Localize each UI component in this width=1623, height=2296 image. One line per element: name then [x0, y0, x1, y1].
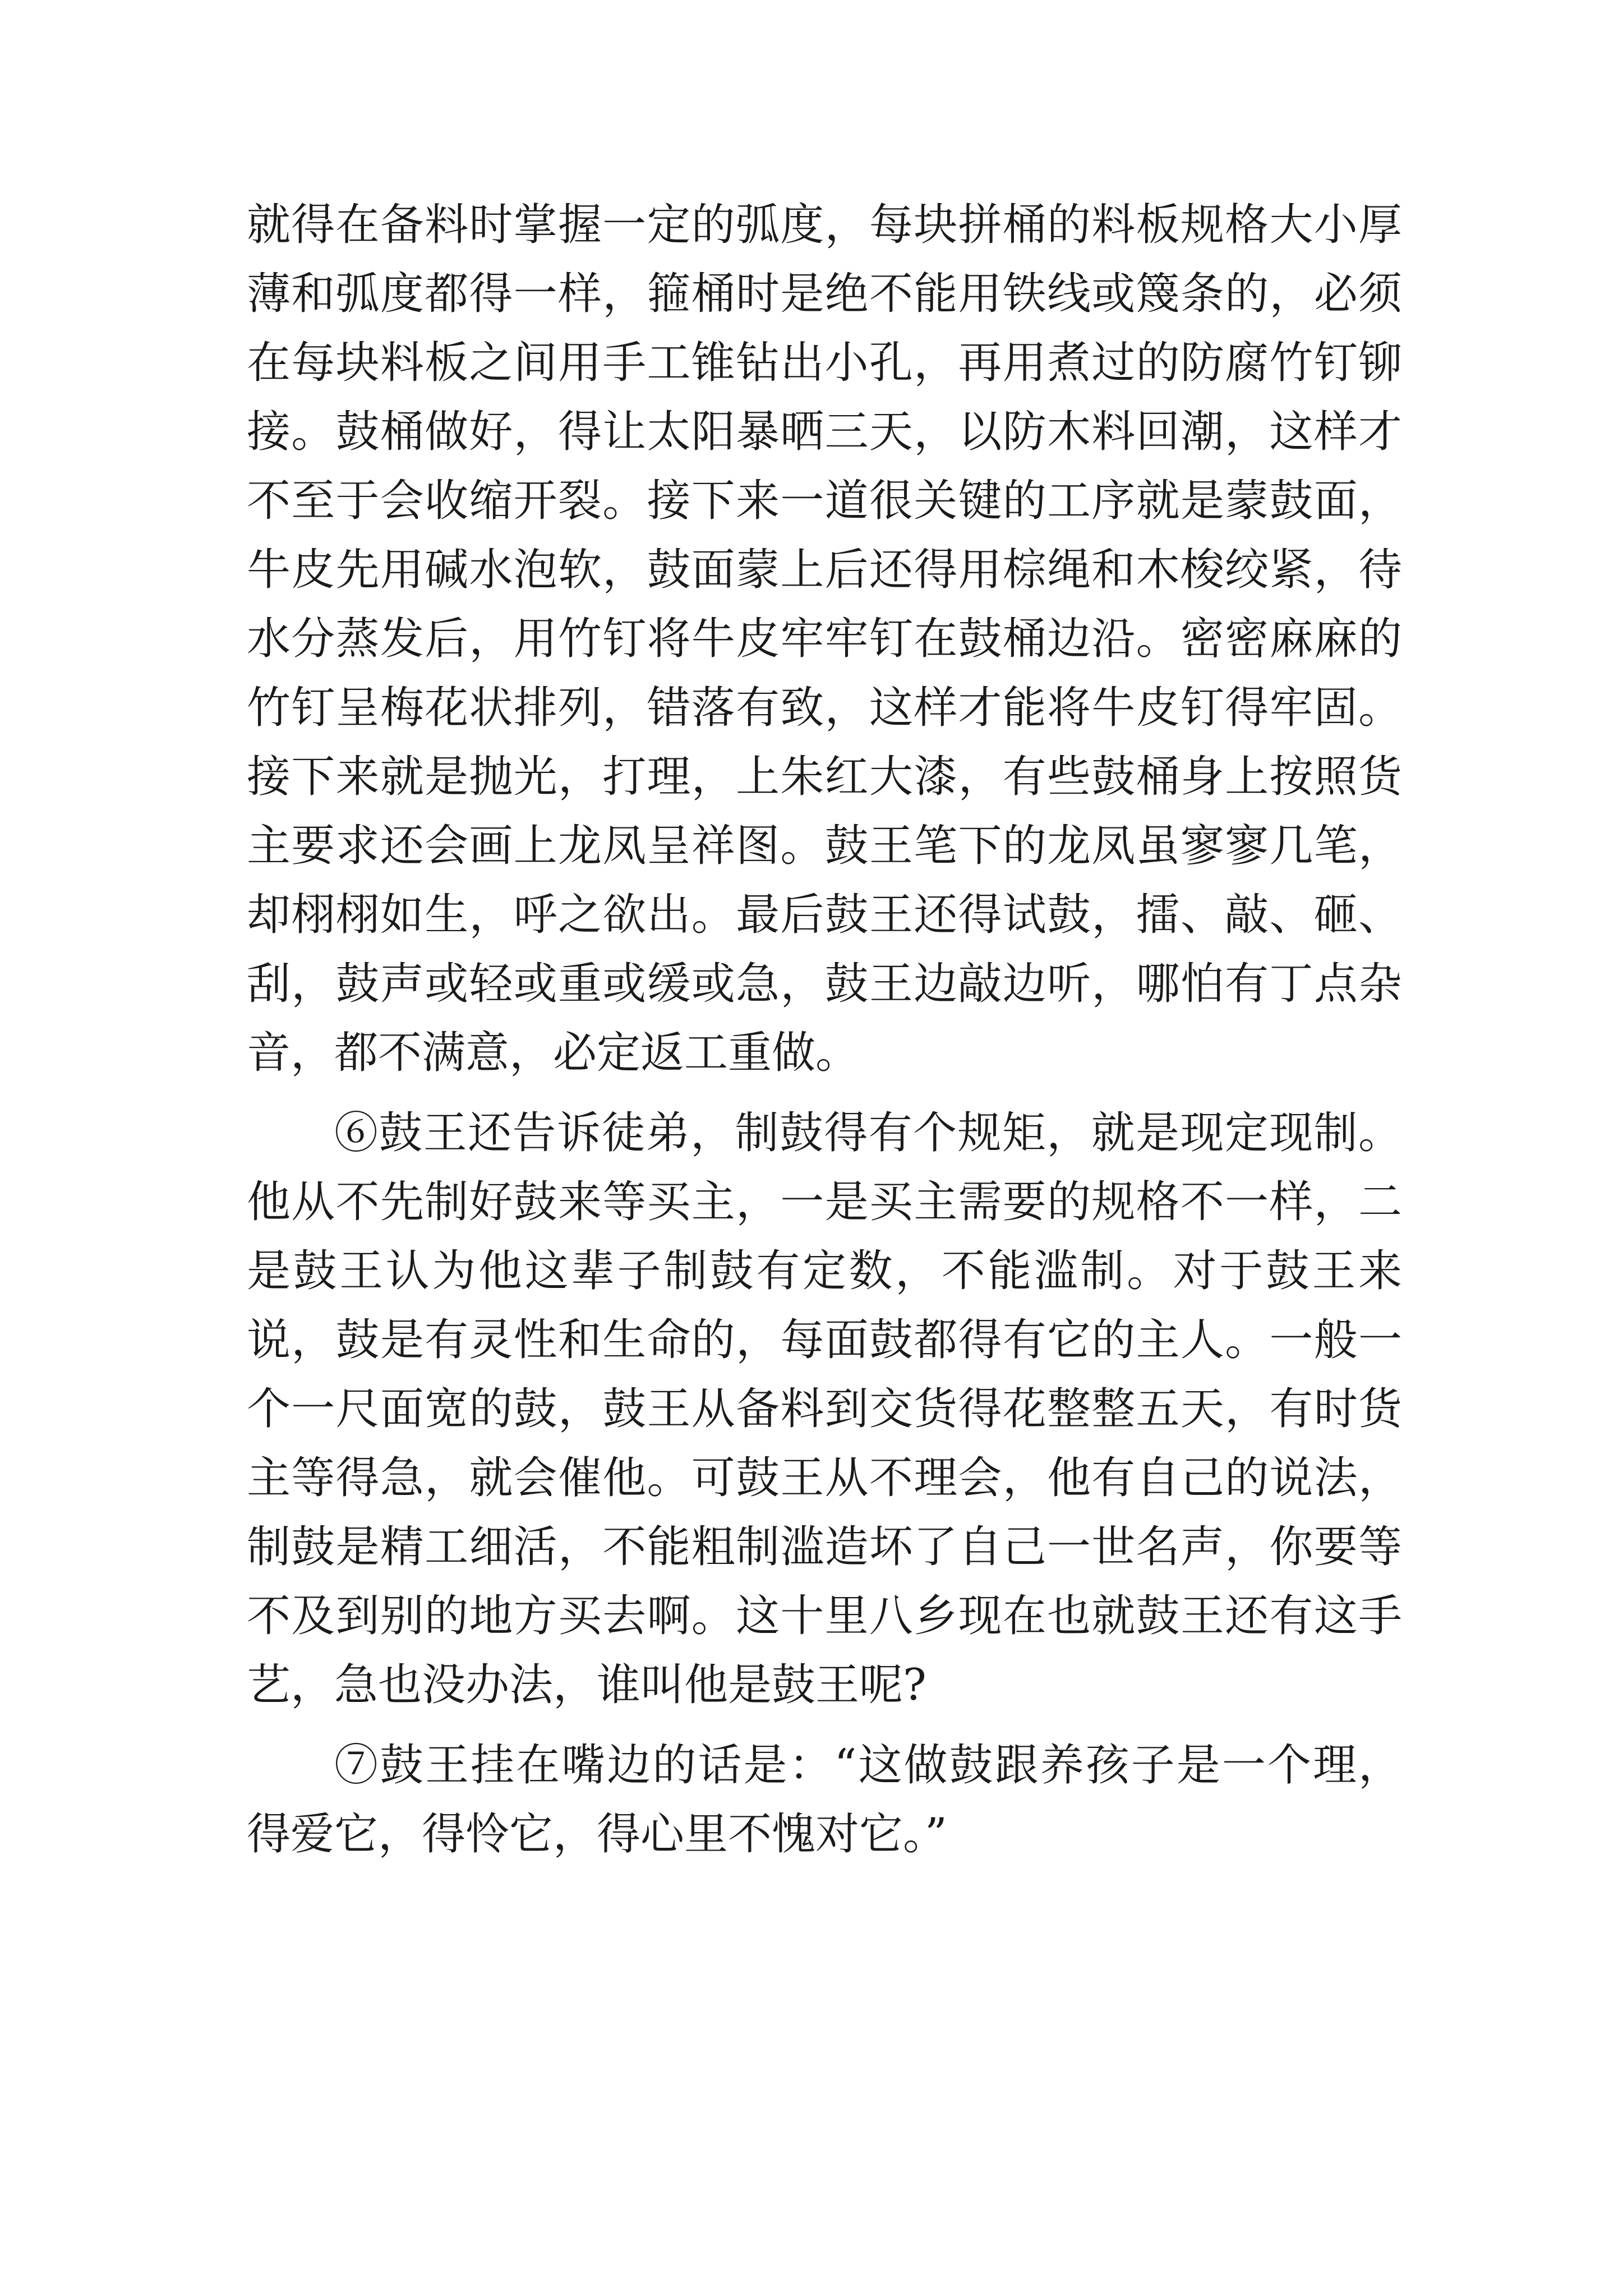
paragraph-continuation: 就得在备料时掌握一定的弧度，每块拼桶的料板规格大小厚薄和弧度都得一样，箍桶时是绝不能用铁线或篾条的，必须在每块料板之间用手工锥钻出小孔，再用煮过的防腐竹钉铆接。鼓桶做好，得让太阳暴晒三天，以防木料回潮，这样才不至于会收缩开裂。接下来一道很关键的工序就是蒙鼓面，牛皮先用碱水泡软，鼓面蒙上后还得用棕绳和木梭绞紧，待水分蒸发后，用竹钉将牛皮牢牢钉在鼓桶边沿。密密麻麻的竹钉呈梅花状排列，错落有致，这样才能将牛皮钉得牢固。接下来就是抛光，打理，上朱红大漆，有些鼓桶身上按照货主要求还会画上龙凤呈祥图。鼓王笔下的龙凤虽寥寥几笔，却栩栩如生，呼之欲出。最后鼓王还得试鼓，擂、敲、砸、刮，鼓声或轻或重或缓或急，鼓王边敲边听，哪怕有丁点杂音，都不满意，必定返工重做。	[247, 200, 1402, 1078]
paragraph-7: ⑦鼓王挂在嘴边的话是：“这做鼓跟养孩子是一个理，得爱它，得怜它，得心里不愧对它。”	[247, 1740, 1402, 1860]
article-body	[247, 191, 1402, 1869]
paragraph-6: ⑥鼓王还告诉徒弟，制鼓得有个规矩，就是现定现制。他从不先制好鼓来等买主，一是买主需要的规格不一样，二是鼓王认为他这辈子制鼓有定数，不能滥制。对于鼓王来说，鼓是有灵性和生命的，每面鼓都得有它的主人。一般一个一尺面宽的鼓，鼓王从备料到交货得花整整五天，有时货主等得急，就会催他。可鼓王从不理会，他有自己的说法，制鼓是精工细活，不能粗制滥造坏了自己一世名声，你要等不及到别的地方买去啊。这十里八乡现在也就鼓王还有这手艺，急也没办法，谁叫他是鼓王呢?	[247, 1108, 1402, 1710]
